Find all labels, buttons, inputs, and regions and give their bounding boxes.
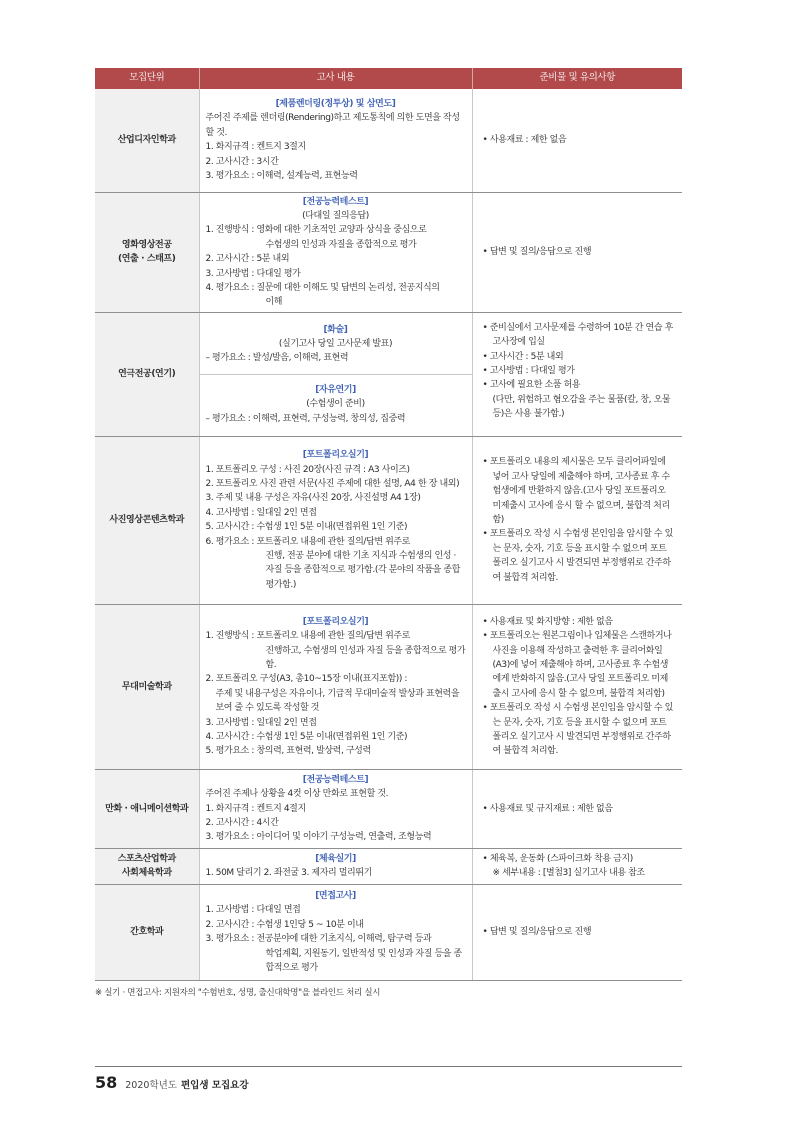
prep-item: • 준비실에서 고사문제를 수령하여 10분 간 연습 후 고사장에 입실 <box>482 322 673 348</box>
dept-cell <box>95 192 199 312</box>
dept-name: 간호학과 <box>130 927 164 938</box>
dept-name-sub: (연출 · 스태프) <box>118 254 176 265</box>
exam-title: [전공능력테스트] <box>302 774 369 785</box>
prep-item: • 고사방법 : 다대일 평가 <box>482 365 575 376</box>
exam-cell <box>199 436 472 604</box>
table-row <box>95 769 682 848</box>
exam-subtitle: (수험생이 준비) <box>306 399 365 410</box>
dept-cell <box>95 884 199 980</box>
exam-line: 5. 고사시간 : 수험생 1인 5분 이내(면접위원 1인 기준) <box>205 522 408 533</box>
exam-line: 4. 고사시간 : 수험생 1인 5분 이내(면접위원 1인 기준) <box>205 731 408 742</box>
exam-block <box>200 315 472 374</box>
exam-line: 5. 평가요소 : 창의력, 표현력, 발상력, 구성력 <box>205 746 371 757</box>
prep-item: • 사용재료 및 규지재료 : 제한 없음 <box>482 803 613 814</box>
exam-cell <box>199 192 472 312</box>
dept-cell <box>95 89 199 192</box>
dept-name: 무대미술학과 <box>121 681 172 692</box>
exam-line: – 평가요소 : 발성/발음, 이해력, 표현력 <box>205 353 349 364</box>
header-prep: 준비물 및 유의사항 <box>472 68 682 89</box>
exam-line: 3. 고사방법 : 일대일 2인 면접 <box>205 717 317 728</box>
table-row <box>95 89 682 192</box>
footer-year: 2020학년도 <box>125 1080 177 1091</box>
exam-line: 2. 고사시간 : 수험생 1인당 5 ~ 10분 이내 <box>205 919 364 930</box>
exam-line: 학업계획, 지원동기, 일반적성 및 인성과 자질 등을 종합적으로 평가 <box>265 948 462 974</box>
footnote: ※ 실기 · 면접고사: 지원자의 "수험번호, 성명, 출신대학명"을 블라인드 처리 실시 <box>95 988 381 998</box>
prep-item: ※ 세부내용 : [별첨3] 실기고사 내용 참조 <box>492 868 645 879</box>
exam-line: 2. 고사시간 : 4시간 <box>205 817 279 828</box>
prep-item: • 답변 및 질의/응답으로 진행 <box>482 246 592 257</box>
exam-title: [자유연기] <box>315 384 356 395</box>
exam-cell <box>199 769 472 848</box>
prep-item: • 포트폴리오 작성 시 수험생 본인임을 암시할 수 있는 문자, 숫자, 기호 등을 표시할 수 없으며 포트폴리오 실기고사 시 발견되면 부정행위로 간주하여 불합격 처리함. <box>482 703 673 757</box>
exam-cell <box>199 848 472 884</box>
exam-cell <box>199 89 472 192</box>
exam-line: 3. 평가요소 : 이해력, 설계능력, 표현능력 <box>205 171 358 182</box>
exam-line: 1. 고사방법 : 다대일 면접 <box>205 905 301 916</box>
exam-title: [체육실기] <box>315 853 356 864</box>
exam-block <box>200 771 472 847</box>
dept-name: 스포츠산업학과 <box>117 853 176 864</box>
prep-item: • 체육복, 운동화 (스파이크화 착용 금지) <box>482 853 633 864</box>
exam-line: 수험생의 인성과 자질을 종합적으로 평가 <box>265 239 417 250</box>
dept-name: 사회체육학과 <box>121 868 172 879</box>
table-row <box>95 848 682 884</box>
header-unit: 모집단위 <box>95 68 199 89</box>
dept-cell <box>95 848 199 884</box>
exam-line: 1. 50M 달리기 2. 좌전굴 3. 제자리 멀리뛰기 <box>205 868 372 879</box>
exam-line: 1. 화지규격 : 켄트지 4절지 <box>205 803 306 814</box>
table-row <box>95 884 682 980</box>
prep-cell <box>472 436 682 604</box>
footer-guide-title: 편입생 모집요강 <box>180 1080 249 1091</box>
exam-line: 2. 포트폴리오 사진 관련 서문(사진 주제에 대한 설명, A4 한 장 내외) <box>205 479 460 490</box>
exam-block <box>200 374 472 434</box>
prep-item: • 사용재료 및 화지방향 : 제한 없음 <box>482 616 613 627</box>
exam-line: 주어진 주제를 렌더링(Rendering)하고 제도통칙에 의한 도면을 작성할 것. <box>205 113 460 138</box>
dept-name: 사진영상콘텐츠학과 <box>109 515 185 526</box>
exam-line: 3. 평가요소 : 아이디어 및 이야기 구성능력, 연출력, 조형능력 <box>205 832 432 843</box>
exam-subtitle: (실기고사 당일 고사문제 발표) <box>278 338 393 349</box>
footer-divider <box>95 1066 682 1067</box>
prep-cell <box>472 312 682 436</box>
exam-cell <box>199 884 472 980</box>
exam-line: 4. 고사방법 : 일대일 2인 면접 <box>205 507 317 518</box>
page-number: 58 <box>95 1073 118 1092</box>
exam-block <box>200 446 472 594</box>
table-row <box>95 312 682 436</box>
exam-line: 6. 평가요소 : 포트폴리오 내용에 관한 질의/답변 위주로 <box>205 536 410 547</box>
prep-cell <box>472 604 682 769</box>
exam-block <box>200 613 472 761</box>
page-footer <box>95 1073 249 1092</box>
exam-line: 진행, 전공 분야에 대한 기초 지식과 수험생의 인성 · 자질 등을 종합적으로 평가함.(각 분야의 작품을 종합평가함.) <box>265 551 461 590</box>
exam-line: 1. 진행방식 : 영화에 대한 기초적인 교양과 상식을 중심으로 <box>205 225 427 236</box>
prep-cell <box>472 884 682 980</box>
exam-line: 주제 및 내용구성은 자유이나, 기급적 무대미술적 발상과 표현력을 보여 줄 수 있도록 작성할 것 <box>215 688 460 714</box>
exam-title: [포트폴리오실기] <box>302 616 369 627</box>
exam-title: [전공능력테스트] <box>302 196 369 207</box>
exam-line: 이해 <box>265 297 283 308</box>
exam-line: 1. 포트폴리오 구성 : 사진 20장(사진 규격 : A3 사이즈) <box>205 464 410 475</box>
prep-item: • 포트폴리오 작성 시 수험생 본인임을 암시할 수 있는 문자, 숫자, 기호 등을 표시할 수 없으며 포트폴리오 실기고사 시 발견되면 부정행위로 간주하여 불합격 처리함. <box>482 529 673 583</box>
admission-table-wrapper <box>95 68 682 981</box>
exam-title: [면접고사] <box>315 891 356 902</box>
prep-cell <box>472 769 682 848</box>
exam-line: 2. 고사시간 : 5분 내외 <box>205 254 290 265</box>
exam-line: – 평가요소 : 이해력, 표현력, 구성능력, 창의성, 집중력 <box>205 413 406 424</box>
prep-cell <box>472 848 682 884</box>
exam-line: 4. 평가요소 : 질문에 대한 이해도 및 답변의 논리성, 전공지식의 <box>205 282 440 293</box>
exam-cell <box>199 312 472 436</box>
exam-title: [제품렌더링(정투상) 및 삼면도] <box>275 99 396 110</box>
dept-name: 영화영상전공 <box>121 239 172 250</box>
exam-line: 2. 포트폴리오 구성(A3, 총10~15장 이내(표지포함)) : <box>205 674 408 685</box>
prep-item: (다만, 위험하고 혐오감을 주는 물품(칼, 창, 오물 등)은 사용 불가함.) <box>492 394 671 420</box>
exam-line: 1. 진행방식 : 포트폴리오 내용에 관한 질의/답변 위주로 <box>205 631 410 642</box>
header-exam: 고사 내용 <box>199 68 472 89</box>
prep-item: • 사용재료 : 제한 없음 <box>482 135 567 146</box>
exam-line: 3. 주제 및 내용 구성은 자유(사진 20장, 사진설명 A4 1장) <box>205 493 421 504</box>
dept-cell <box>95 769 199 848</box>
exam-block <box>200 95 472 185</box>
table-row <box>95 604 682 769</box>
exam-line: 2. 고사시간 : 3시간 <box>205 156 279 167</box>
exam-block <box>200 850 472 883</box>
dept-cell <box>95 436 199 604</box>
prep-item: • 포트폴리오는 원본그림이나 입체물은 스캔하거나 사진을 이용해 작성하고 출력한 후 클리어화일(A3)에 넣어 제출해야 하며, 고사종료 후 수험생에게 반화하지 않음.(고사 당일 포트폴리오 미제출시 고사에 응시 할 수 없으며, 불합격 처리함) <box>482 631 672 699</box>
dept-name: 만화 · 애니메이션학과 <box>105 803 189 814</box>
exam-line: 3. 고사방법 : 다대일 평가 <box>205 268 301 279</box>
exam-cell <box>199 604 472 769</box>
prep-item: • 고사시간 : 5분 내외 <box>482 351 564 362</box>
exam-block <box>200 193 472 312</box>
table-row <box>95 192 682 312</box>
dept-name: 연극전공(연기) <box>118 369 176 380</box>
exam-subtitle: (다대일 질의응답) <box>302 210 369 221</box>
dept-cell <box>95 312 199 436</box>
prep-item: • 포트폴리오 내용의 제시물은 모두 클리어파일에 넣어 고사 당일에 제출해야 하며, 고사종료 후 수험생에게 반환하지 않음.(고사 당일 포트폴리오 미제출시 고사에 응시 할 수 없으며, 불합격 처리함) <box>482 457 670 526</box>
exam-line: 3. 평가요소 : 전공분야에 대한 기초지식, 이해력, 탐구력 등과 <box>205 934 432 945</box>
exam-line: 1. 화지규격 : 켄트지 3절지 <box>205 142 306 153</box>
table-header-row <box>95 68 682 89</box>
exam-block <box>200 887 472 977</box>
admission-exam-table <box>95 68 682 981</box>
exam-title: [화술] <box>323 324 348 335</box>
prep-cell <box>472 89 682 192</box>
prep-cell <box>472 192 682 312</box>
exam-line: 진행하고, 수험생의 인성과 자질 등을 종합적으로 평가함. <box>265 645 466 670</box>
dept-name: 산업디자인학과 <box>117 135 176 146</box>
dept-cell <box>95 604 199 769</box>
exam-line: 주어진 주제나 상황을 4컷 이상 만화로 표현할 것. <box>205 789 389 800</box>
prep-item: • 답변 및 질의/응답으로 진행 <box>482 927 592 938</box>
table-row <box>95 436 682 604</box>
exam-title: [포트폴리오실기] <box>302 450 369 461</box>
prep-item: • 고사에 필요한 소품 허용 <box>482 380 581 391</box>
